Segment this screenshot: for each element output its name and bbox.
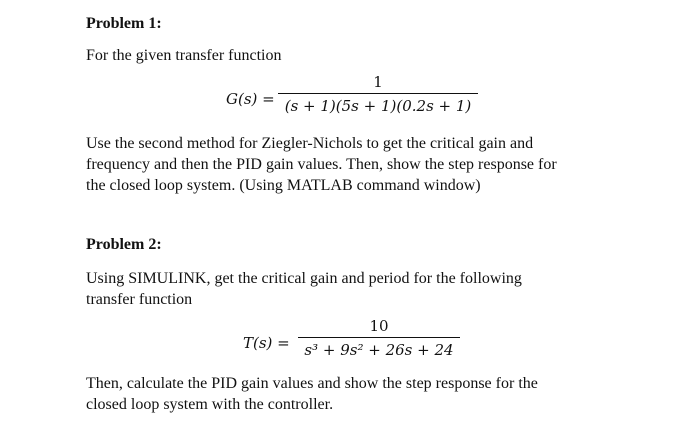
equation-1-fraction: [278, 72, 478, 116]
equation-2-fraction-bar: [298, 337, 460, 338]
equation-2-fraction: [298, 316, 460, 360]
equation-1-lhs: G(s) =: [226, 90, 275, 108]
equation-2-numerator: 10: [369, 317, 389, 335]
equation-2-denominator: s³ + 9s² + 26s + 24: [304, 341, 454, 359]
problem-2-intro: [86, 268, 522, 310]
problem-1-body-line: the closed loop system. (Using MATLAB command window): [86, 177, 481, 194]
problem-1-body: [86, 133, 557, 196]
equation-2-lhs: T(s) =: [243, 334, 290, 352]
problem-2-intro-line: transfer function: [86, 291, 193, 308]
problem-2-body: [86, 373, 538, 415]
problem-1-intro: For the given transfer function: [86, 47, 282, 64]
problem-1-heading: Problem 1:: [86, 15, 162, 32]
problem-2-body-line: Then, calculate the PID gain values and show the step response for the: [86, 375, 538, 392]
problem-2-body-line: closed loop system with the controller.: [86, 396, 334, 413]
problem-1-body-line: frequency and then the PID gain values. Then, show the step response for: [86, 156, 557, 173]
equation-1-denominator: (s + 1)(5s + 1)(0.2s + 1): [284, 97, 472, 115]
equation-1-numerator: 1: [373, 73, 383, 91]
problem-2-heading: Problem 2:: [86, 236, 162, 253]
problem-2-intro-line: Using SIMULINK, get the critical gain and period for the following: [86, 270, 522, 287]
problem-1-body-line: Use the second method for Ziegler-Nichols to get the critical gain and: [86, 135, 534, 152]
equation-1-fraction-bar: [278, 93, 478, 94]
